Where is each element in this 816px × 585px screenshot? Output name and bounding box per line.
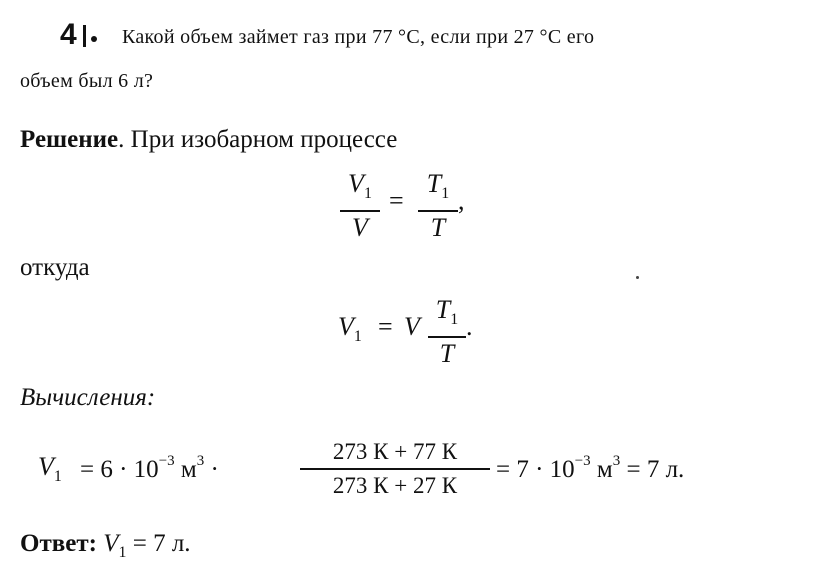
fraction-v1-over-v [340, 170, 380, 242]
answer-line [20, 530, 191, 562]
comma: , [458, 186, 465, 215]
problem-line-2: объем был 6 л? [20, 70, 154, 92]
problem-number: 4 [60, 18, 77, 51]
subscript-1: 1 [441, 185, 450, 202]
calculations-label: Вычисления: [20, 384, 156, 411]
solution-line [20, 126, 397, 154]
answer-value: = 7 л. [126, 530, 191, 557]
calc-part-2: = $7 \cdot 10^{-3}$ $м^3 = 7$ л. [496, 453, 685, 483]
fraction-line [300, 468, 490, 470]
t-symbol: T [430, 213, 446, 242]
fraction-line [428, 336, 466, 338]
v-coefficient: V [404, 312, 420, 341]
whence-text: откуда [20, 254, 90, 281]
answer-variable: $V_1$ [103, 530, 127, 561]
v-symbol: V [352, 213, 368, 242]
subscript-1: 1 [363, 185, 372, 202]
solution-label: Решение [20, 126, 119, 153]
solution-text: . При изобарном процессе [118, 126, 398, 153]
equals-sign: = [389, 186, 404, 215]
fraction-t1-over-t: $T_1$ T [428, 296, 466, 368]
period: . [466, 312, 473, 341]
v1-lhs: $V_1$ [338, 312, 362, 345]
problem-line-1: Какой объем займет газ при 77 °С, если при 27 °С его [122, 26, 595, 48]
fraction-t1-over-t [418, 170, 458, 242]
equals-sign: = [378, 312, 393, 341]
t-symbol: T [426, 169, 442, 198]
calc-lhs: $V_1$ [38, 452, 62, 485]
fraction-line [340, 210, 380, 212]
temperature-fraction: 273 К + 77 К 273 К + 27 К [300, 438, 490, 500]
answer-label: Ответ: [20, 530, 97, 557]
stray-dot [636, 276, 639, 279]
number-dot-mark [91, 36, 97, 42]
number-bar-mark [83, 25, 86, 47]
fraction-line [418, 210, 458, 212]
v-symbol: V [348, 169, 364, 198]
problem-header [60, 20, 97, 50]
calc-part-1: = $6 \cdot 10^{-3}$ $м^3$ · [80, 453, 219, 483]
